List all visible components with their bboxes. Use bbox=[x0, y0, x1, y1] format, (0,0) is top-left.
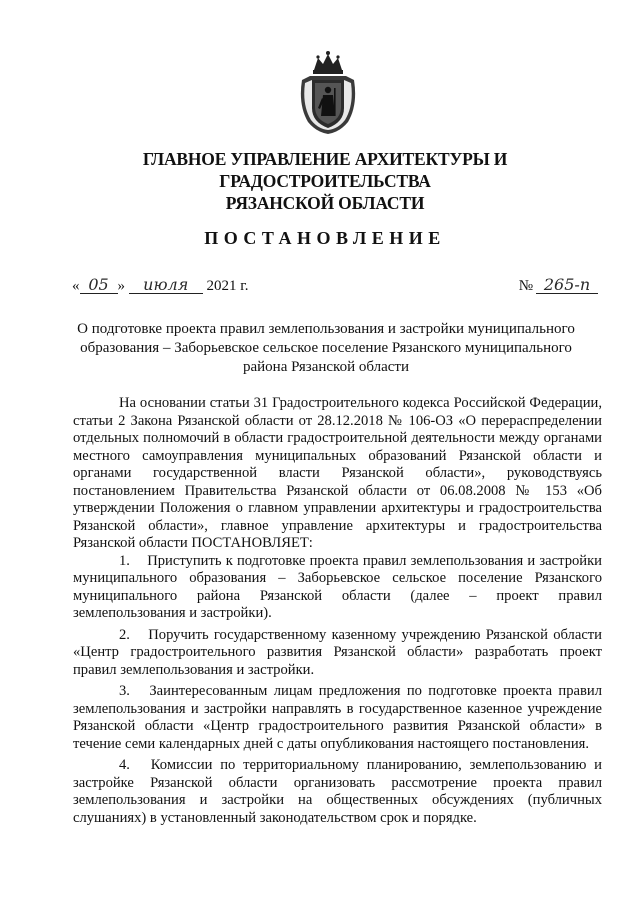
item-number: 3. bbox=[119, 683, 130, 699]
document-type: ПОСТАНОВЛЕНИЕ bbox=[204, 228, 446, 248]
document-date bbox=[72, 276, 248, 295]
item-number: 1. bbox=[119, 552, 130, 569]
item-text: Приступить к подготовке проекта правил землепользования и застройки муниципального образования – Заборьевское сельское поселение Рязанского муниципального района Рязанской области (далее – проект правил землепользования и застройки). bbox=[73, 552, 602, 621]
document-subject bbox=[76, 320, 576, 377]
coat-of-arms-icon bbox=[296, 50, 360, 136]
date-month: июля bbox=[129, 276, 203, 294]
date-day: 05 bbox=[80, 276, 118, 294]
date-open-quote: « bbox=[72, 278, 80, 294]
date-close-quote: » bbox=[117, 278, 125, 294]
organization-title bbox=[40, 148, 610, 214]
date-year: 2021 г. bbox=[206, 278, 249, 294]
number-value: 265-п bbox=[536, 276, 598, 294]
number-prefix: № bbox=[518, 278, 533, 294]
subject-line3: района Рязанской области bbox=[242, 359, 409, 375]
item-number: 4. bbox=[119, 757, 130, 773]
list-item bbox=[73, 553, 602, 623]
list-item bbox=[73, 757, 602, 827]
subject-line1: О подготовке проекта правил землепользования и застройки муниципального bbox=[77, 321, 575, 337]
list-item bbox=[73, 683, 602, 753]
list-item bbox=[73, 627, 602, 680]
organization-title-line2: РЯЗАНСКОЙ ОБЛАСТИ bbox=[225, 193, 425, 213]
organization-title-line1: ГЛАВНОЕ УПРАВЛЕНИЕ АРХИТЕКТУРЫ И ГРАДОСТРОИТЕЛЬСТВА bbox=[142, 149, 508, 191]
document-body bbox=[73, 395, 602, 827]
preamble-paragraph: На основании статьи 31 Градостроительного кодекса Российской Федерации, статьи 2 Закона Рязанской области от 28.12.2018 № 106-ОЗ «О перераспределении отдельных полномочий в области градостроительной деятельности между органами местного самоуправления муниципальных образований Рязанской области и органами государственной власти Рязанской области», руководствуясь постановлением Правительства Рязанской области от 06.08.2008 № 153 «Об утверждении Положения о главном управлении архитектуры и градостроительства Рязанской области», главное управление архитектуры и градостроительства Рязанской области ПОСТАНОВЛЯЕТ: bbox=[73, 395, 602, 551]
subject-line2: образования – Заборьевское сельское поселение Рязанского муниципального bbox=[80, 340, 572, 356]
document-number bbox=[519, 276, 598, 295]
item-text: Комиссии по территориальному планированию, землепользованию и застройке Рязанской области организовать рассмотрение проекта правил землепользования и застройки на общественных обсуждениях (публичных слушаниях) в установленный законодательством срок и порядке. bbox=[73, 757, 602, 826]
item-text: Поручить государственному казенному учреждению Рязанской области «Центр градостроительного развития Рязанской области» разработать проект правил землепользования и застройки. bbox=[73, 626, 602, 678]
item-text: Заинтересованным лицам предложения по подготовке проекта правил землепользования и застройки направлять в государственное казенное учреждение Рязанской области «Центр градостроительного развития Рязанской области» в течение семи календарных дней с даты опубликования настоящего постановления. bbox=[73, 683, 602, 752]
item-number: 2. bbox=[119, 626, 130, 643]
